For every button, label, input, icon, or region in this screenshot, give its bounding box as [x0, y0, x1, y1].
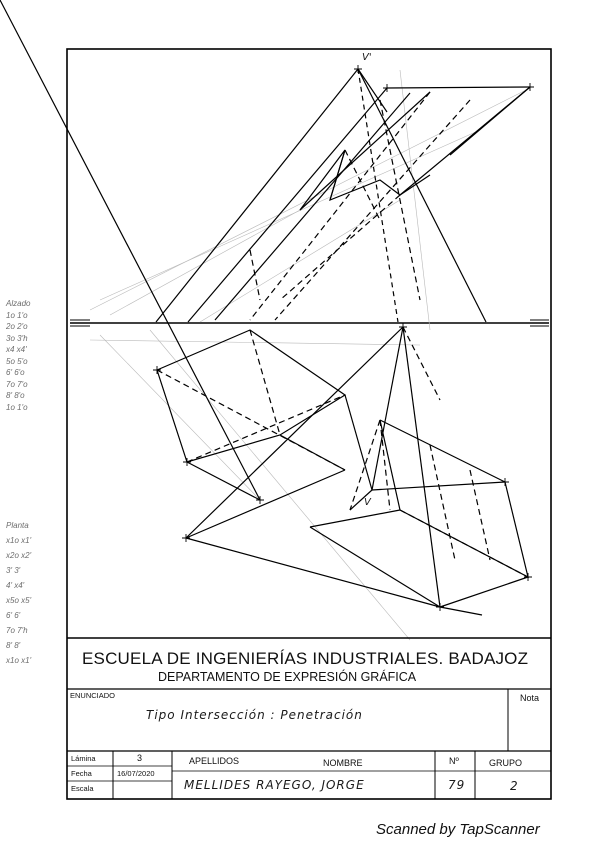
apellidos-label: APELLIDOS: [189, 756, 240, 766]
elevation-view: [156, 69, 530, 322]
enunciado-value: Tipo Intersección : Penetración: [146, 708, 363, 722]
lamina-value: 3: [137, 753, 143, 763]
escala-label: Escala: [71, 784, 94, 793]
lamina-label: Lámina: [71, 754, 96, 763]
enunciado-label: ENUNCIADO: [70, 691, 116, 700]
margin-note: 1o 1'o: [6, 310, 28, 320]
sheet-frame: [67, 49, 551, 799]
numero-value: 79: [448, 778, 466, 792]
margin-note: x2o x2': [6, 551, 32, 560]
margin-note: Planta: [6, 521, 29, 530]
vertex-label-bottom: V: [364, 497, 371, 508]
school-title: ESCUELA DE INGENIERÍAS INDUSTRIALES. BADAJOZ: [82, 649, 529, 668]
apellidos-nombre-value: MELLIDES RAYEGO, JORGE: [184, 778, 365, 792]
margin-note: 3' 3': [6, 566, 21, 575]
margin-note: x1o x1': [6, 656, 32, 665]
nota-label: Nota: [520, 693, 540, 703]
margin-note: 5o 5'o: [6, 356, 28, 366]
margin-note: x5o x5': [6, 596, 32, 605]
margin-note: 4' x4': [6, 581, 25, 590]
margin-note: x1o x1': [6, 536, 32, 545]
margin-note: x4 x4': [6, 345, 27, 354]
grupo-value: 2: [510, 779, 519, 793]
vertex-label-top: V': [362, 52, 372, 63]
margin-note: Alzado: [6, 299, 31, 308]
margin-note: 7o 7'o: [6, 379, 28, 389]
margin-notes-lower: [6, 518, 31, 668]
margin-note: 1o 1'o: [6, 402, 28, 412]
margin-note: 3o 3'h: [6, 333, 28, 343]
numero-label: Nº: [449, 756, 459, 766]
margin-note: 6' 6'o: [6, 368, 25, 377]
nombre-label: NOMBRE: [323, 758, 363, 768]
fecha-label: Fecha: [71, 769, 92, 778]
grupo-label: GRUPO: [489, 758, 523, 768]
margin-note: 8' 8'o: [6, 391, 25, 400]
margin-notes-upper: [6, 298, 30, 413]
scanner-watermark: Scanned by TapScanner: [376, 821, 540, 838]
construction-lines: [90, 70, 530, 640]
margin-note: 6' 6': [6, 611, 21, 620]
margin-note: 2o 2'o: [6, 322, 28, 331]
margin-note: 7o 7'h: [6, 626, 28, 635]
margin-note: 8' 8': [6, 641, 21, 650]
department-title: DEPARTAMENTO DE EXPRESIÓN GRÁFICA: [158, 670, 417, 684]
fecha-value: 16/07/2020: [117, 769, 155, 778]
vertex-markers: [153, 65, 534, 611]
